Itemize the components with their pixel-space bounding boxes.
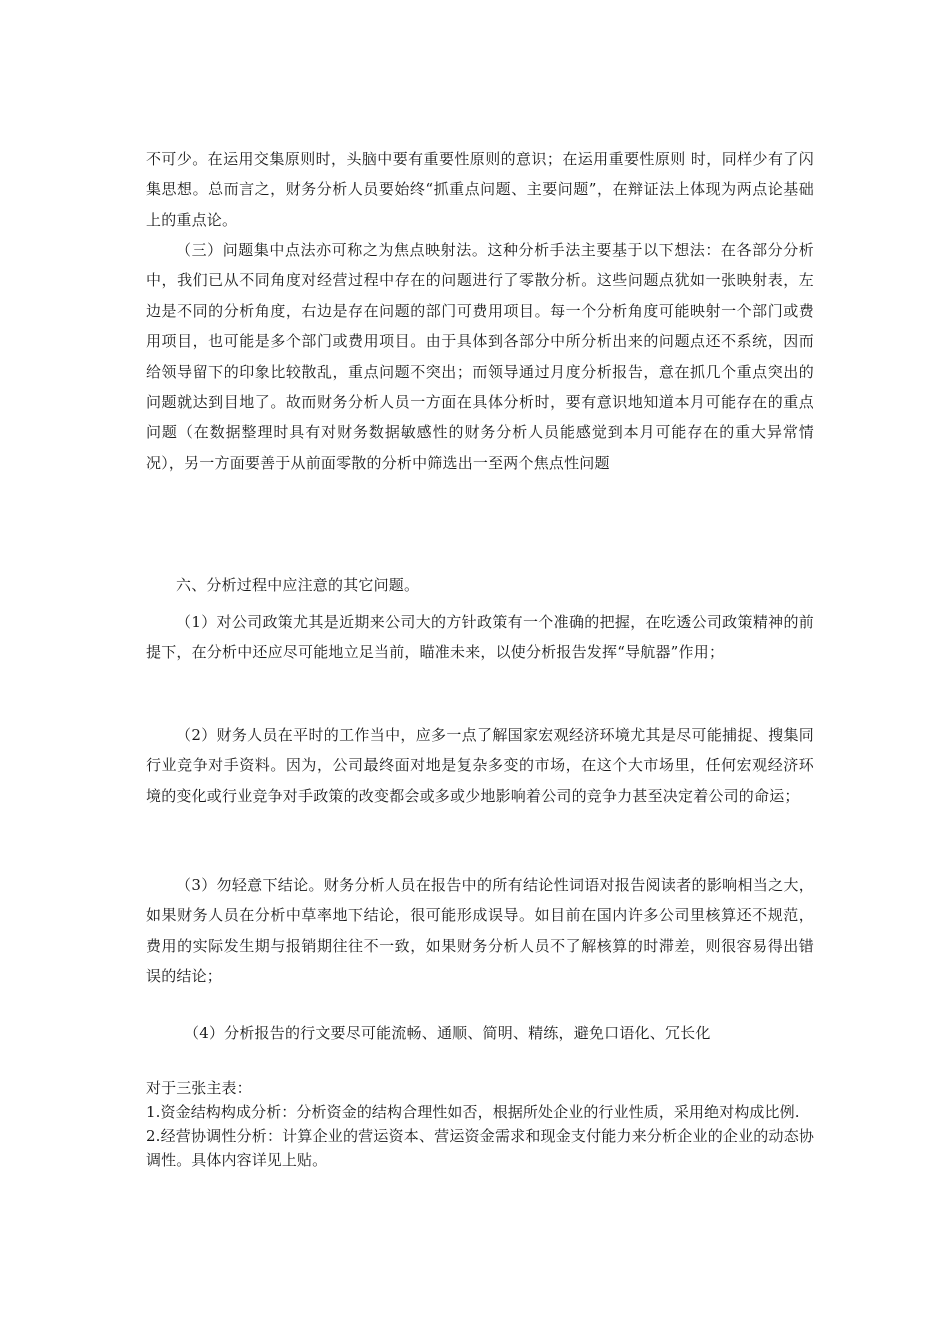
list-item-company-policy: （1）对公司政策尤其是近期来公司大的方针政策有一个准确的把握，在吃透公司政策精神的前提下，在分析中还应尽可能地立足当前，瞄准未来，以使分析报告发挥“导航器”作用； xyxy=(146,613,814,662)
notes-item-operating-coordination: 2.经营协调性分析：计算企业的营运资本、营运资金需求和现金支付能力来分析企业的企业的动态协调性。具体内容详见上贴。 xyxy=(146,1127,814,1169)
list-item-macro-environment: （2）财务人员在平时的工作当中，应多一点了解国家宏观经济环境尤其是尽可能捕捉、搜集同行业竞争对手资料。因为，公司最终面对地是复杂多变的市场，在这个大市场里，任何宏观经济环境的变化或行业竞争对手政策的改变都会或多或少地影响着公司的竞争力甚至决定着公司的命运； xyxy=(146,726,814,805)
paragraph-focus-mapping-method: （三）问题集中点法亦可称之为焦点映射法。这种分析手法主要基于以下想法：在各部分分析中，我们已从不同角度对经营过程中存在的问题进行了零散分析。这些问题点犹如一张映射表，左边是不同的分析角度，右边是存在问题的部门可费用项目。每一个分析角度可能映射一个部门或费用项目，也可能是多个部门或费用项目。由于具体到各部分中所分析出来的问题点还不系统，因而给领导留下的印象比较散乱，重点问题不突出；而领导通过月度分析报告，意在抓几个重点突出的问题就达到目地了。故而财务分析人员一方面在具体分析时，要有意识地知道本月可能存在的重点问题（在数据整理时具有对财务数据敏感性的财务分析人员能感觉到本月可能存在的重大异常情况），另一方面要善于从前面零散的分析中筛选出一至两个焦点性问题 xyxy=(146,241,814,472)
notes-block xyxy=(146,1076,814,1172)
list-item-writing-style: （4）分析报告的行文要尽可能流畅、通顺、简明、精练，避免口语化、冗长化 xyxy=(184,1024,711,1042)
paragraph-key-points-principle: 不可少。在运用交集原则时，头脑中要有重要性原则的意识；在运用重要性原则 时，同样少有了闪集思想。总而言之，财务分析人员要始终“抓重点问题、主要问题”，在辩证法上体现为两点论基础上的重点论。 xyxy=(146,150,814,229)
section-heading-other-issues: 六、分析过程中应注意的其它问题。 xyxy=(176,576,420,594)
notes-intro: 对于三张主表： xyxy=(146,1079,252,1097)
notes-item-capital-structure: 1.资金结构构成分析：分析资金的结构合理性如否，根据所处企业的行业性质，采用绝对构成比例. xyxy=(146,1103,800,1121)
list-item-conclusions: （3）勿轻意下结论。财务分析人员在报告中的所有结论性词语对报告阅读者的影响相当之大，如果财务人员在分析中草率地下结论，很可能形成误导。如目前在国内许多公司里核算还不规范，费用的实际发生期与报销期往往不一致，如果财务分析人员不了解核算的时滞差，则很容易得出错误的结论； xyxy=(146,876,814,986)
